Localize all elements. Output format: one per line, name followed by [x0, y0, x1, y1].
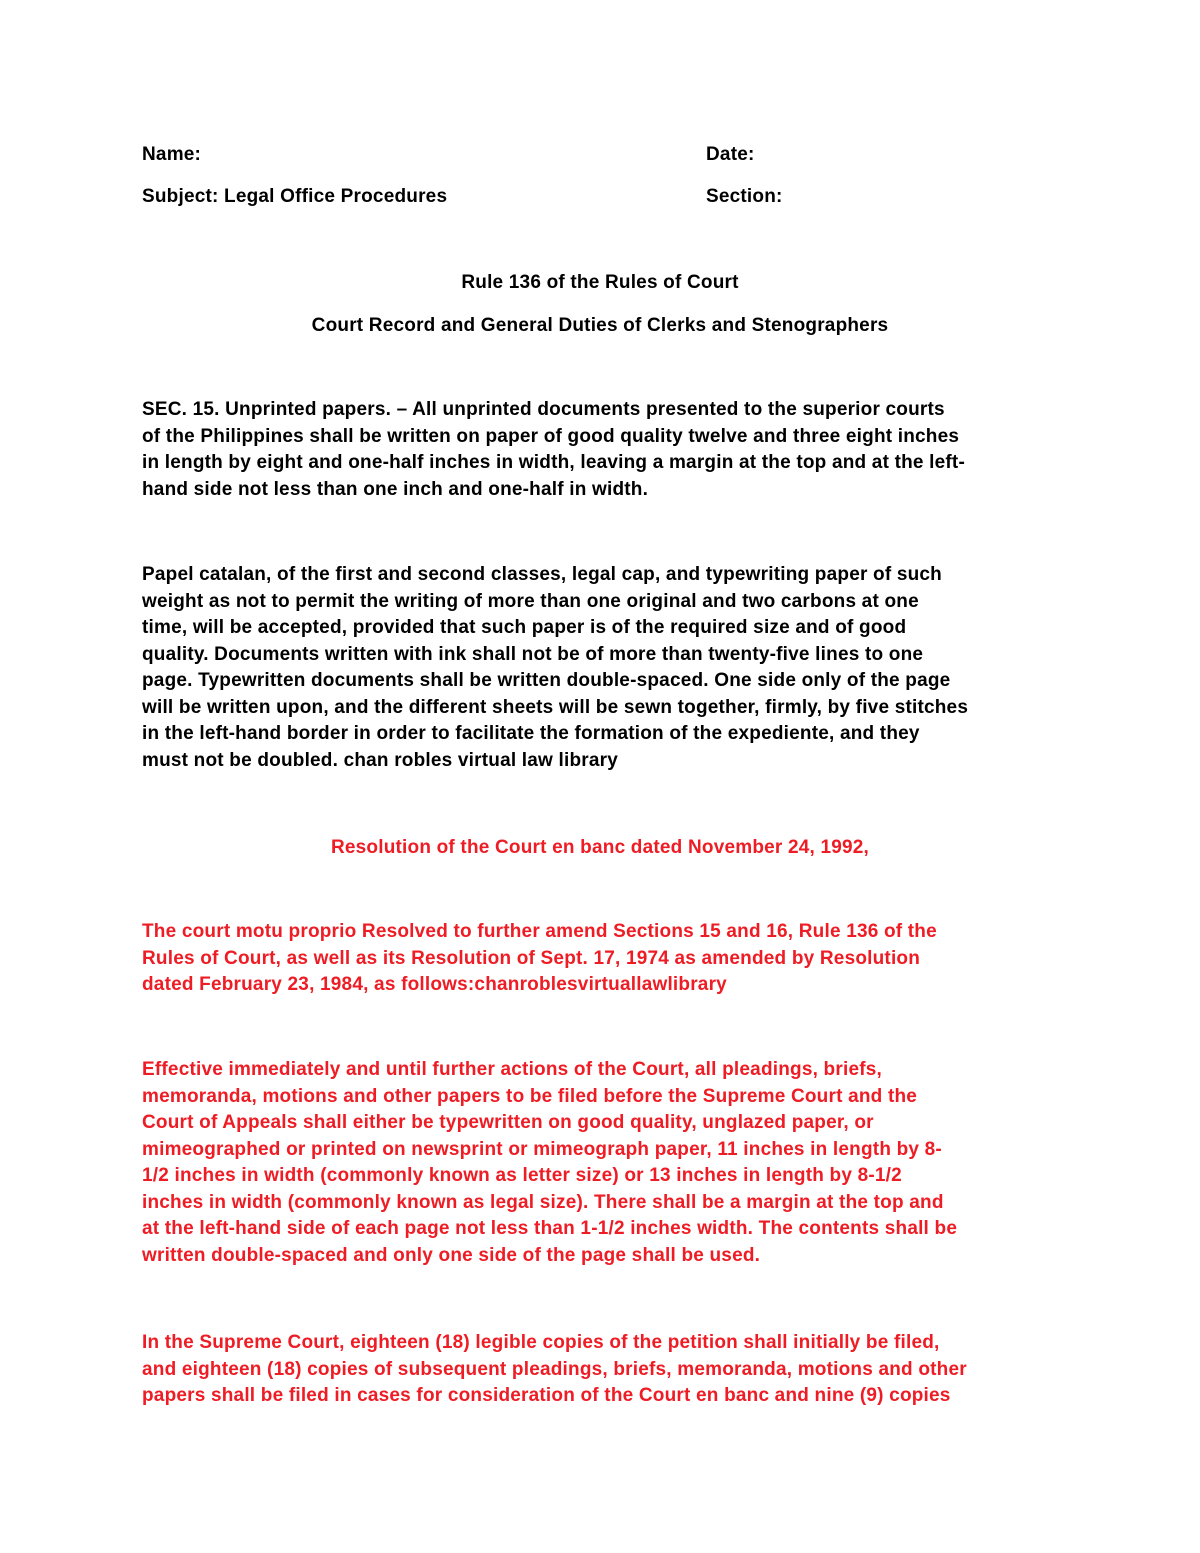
paragraph-line: will be written upon, and the different sheets will be sewn together, firmly, by five stitches — [142, 696, 969, 718]
paragraph-line: page. Typewritten documents shall be written double-spaced. One side only of the page — [142, 670, 951, 691]
paragraph-line: in the left-hand border in order to facilitate the formation of the expediente, and they — [142, 723, 920, 744]
effective-paragraph — [142, 1057, 1072, 1269]
paragraph-line: of the Philippines shall be written on paper of good quality twelve and three eight inches — [142, 425, 960, 447]
paragraph-line: written double-spaced and only one side of the page shall be used. — [142, 1244, 761, 1266]
paragraph-line: hand side not less than one inch and one-half in width. — [142, 478, 649, 500]
paragraph-line: inches in width (commonly known as legal size). There shall be a margin at the top and — [142, 1191, 944, 1213]
paragraph-line: time, will be accepted, provided that such paper is of the required size and of good — [142, 617, 907, 638]
date-label: Date: — [706, 144, 755, 165]
section-label: Section: — [706, 186, 783, 207]
supreme-court-paragraph — [142, 1330, 1072, 1410]
paragraph-line: mimeographed or printed on newsprint or mimeograph paper, 11 inches in length by 8- — [142, 1138, 942, 1160]
name-label: Name: — [142, 144, 202, 165]
paragraph-line: at the left-hand side of each page not less than 1-1/2 inches width. The contents shall be — [142, 1218, 958, 1239]
paragraph-line: 1/2 inches in width (commonly known as letter size) or 13 inches in length by 8-1/2 — [142, 1165, 902, 1186]
paragraph-line: dated February 23, 1984, as follows:chanroblesvirtuallawlibrary — [142, 974, 727, 995]
rule-title: Rule 136 of the Rules of Court — [461, 272, 739, 293]
paragraph-line: The court motu proprio Resolved to further amend Sections 15 and 16, Rule 136 of the — [142, 921, 937, 942]
paragraph-line: and eighteen (18) copies of subsequent pleadings, briefs, memoranda, motions and other — [142, 1358, 967, 1380]
paragraph-line: in length by eight and one-half inches in width, leaving a margin at the top and at the left- — [142, 452, 965, 473]
paragraph-line: Rules of Court, as well as its Resolution of Sept. 17, 1974 as amended by Resolution — [142, 947, 921, 969]
document-heading: Court Record and General Duties of Clerks and Stenographers — [311, 315, 889, 336]
paragraph-line: weight as not to permit the writing of more than one original and two carbons at one — [142, 590, 919, 612]
paragraph-line: Papel catalan, of the first and second classes, legal cap, and typewriting paper of such — [142, 564, 942, 585]
resolved-paragraph — [142, 919, 1072, 999]
paragraph-line: must not be doubled. chan robles virtual law library — [142, 749, 618, 771]
paragraph-line: Effective immediately and until further actions of the Court, all pleadings, briefs, — [142, 1059, 882, 1080]
resolution-heading: Resolution of the Court en banc dated November 24, 1992, — [330, 837, 870, 858]
paragraph-line: Court of Appeals shall either be typewritten on good quality, unglazed paper, or — [142, 1112, 874, 1133]
paragraph-line: quality. Documents written with ink shall not be of more than twenty-five lines to one — [142, 643, 924, 665]
sec15-paragraph — [142, 397, 1072, 503]
subject-label: Subject: Legal Office Procedures — [142, 186, 448, 207]
papel-catalan-paragraph — [142, 562, 1072, 774]
paragraph-line: memoranda, motions and other papers to be filed before the Supreme Court and the — [142, 1085, 918, 1107]
paragraph-line: papers shall be filed in cases for consideration of the Court en banc and nine (9) copies — [142, 1385, 951, 1406]
paragraph-line: In the Supreme Court, eighteen (18) legible copies of the petition shall initially be filed, — [142, 1332, 940, 1353]
paragraph-line: SEC. 15. Unprinted papers. – All unprinted documents presented to the superior courts — [142, 399, 945, 420]
